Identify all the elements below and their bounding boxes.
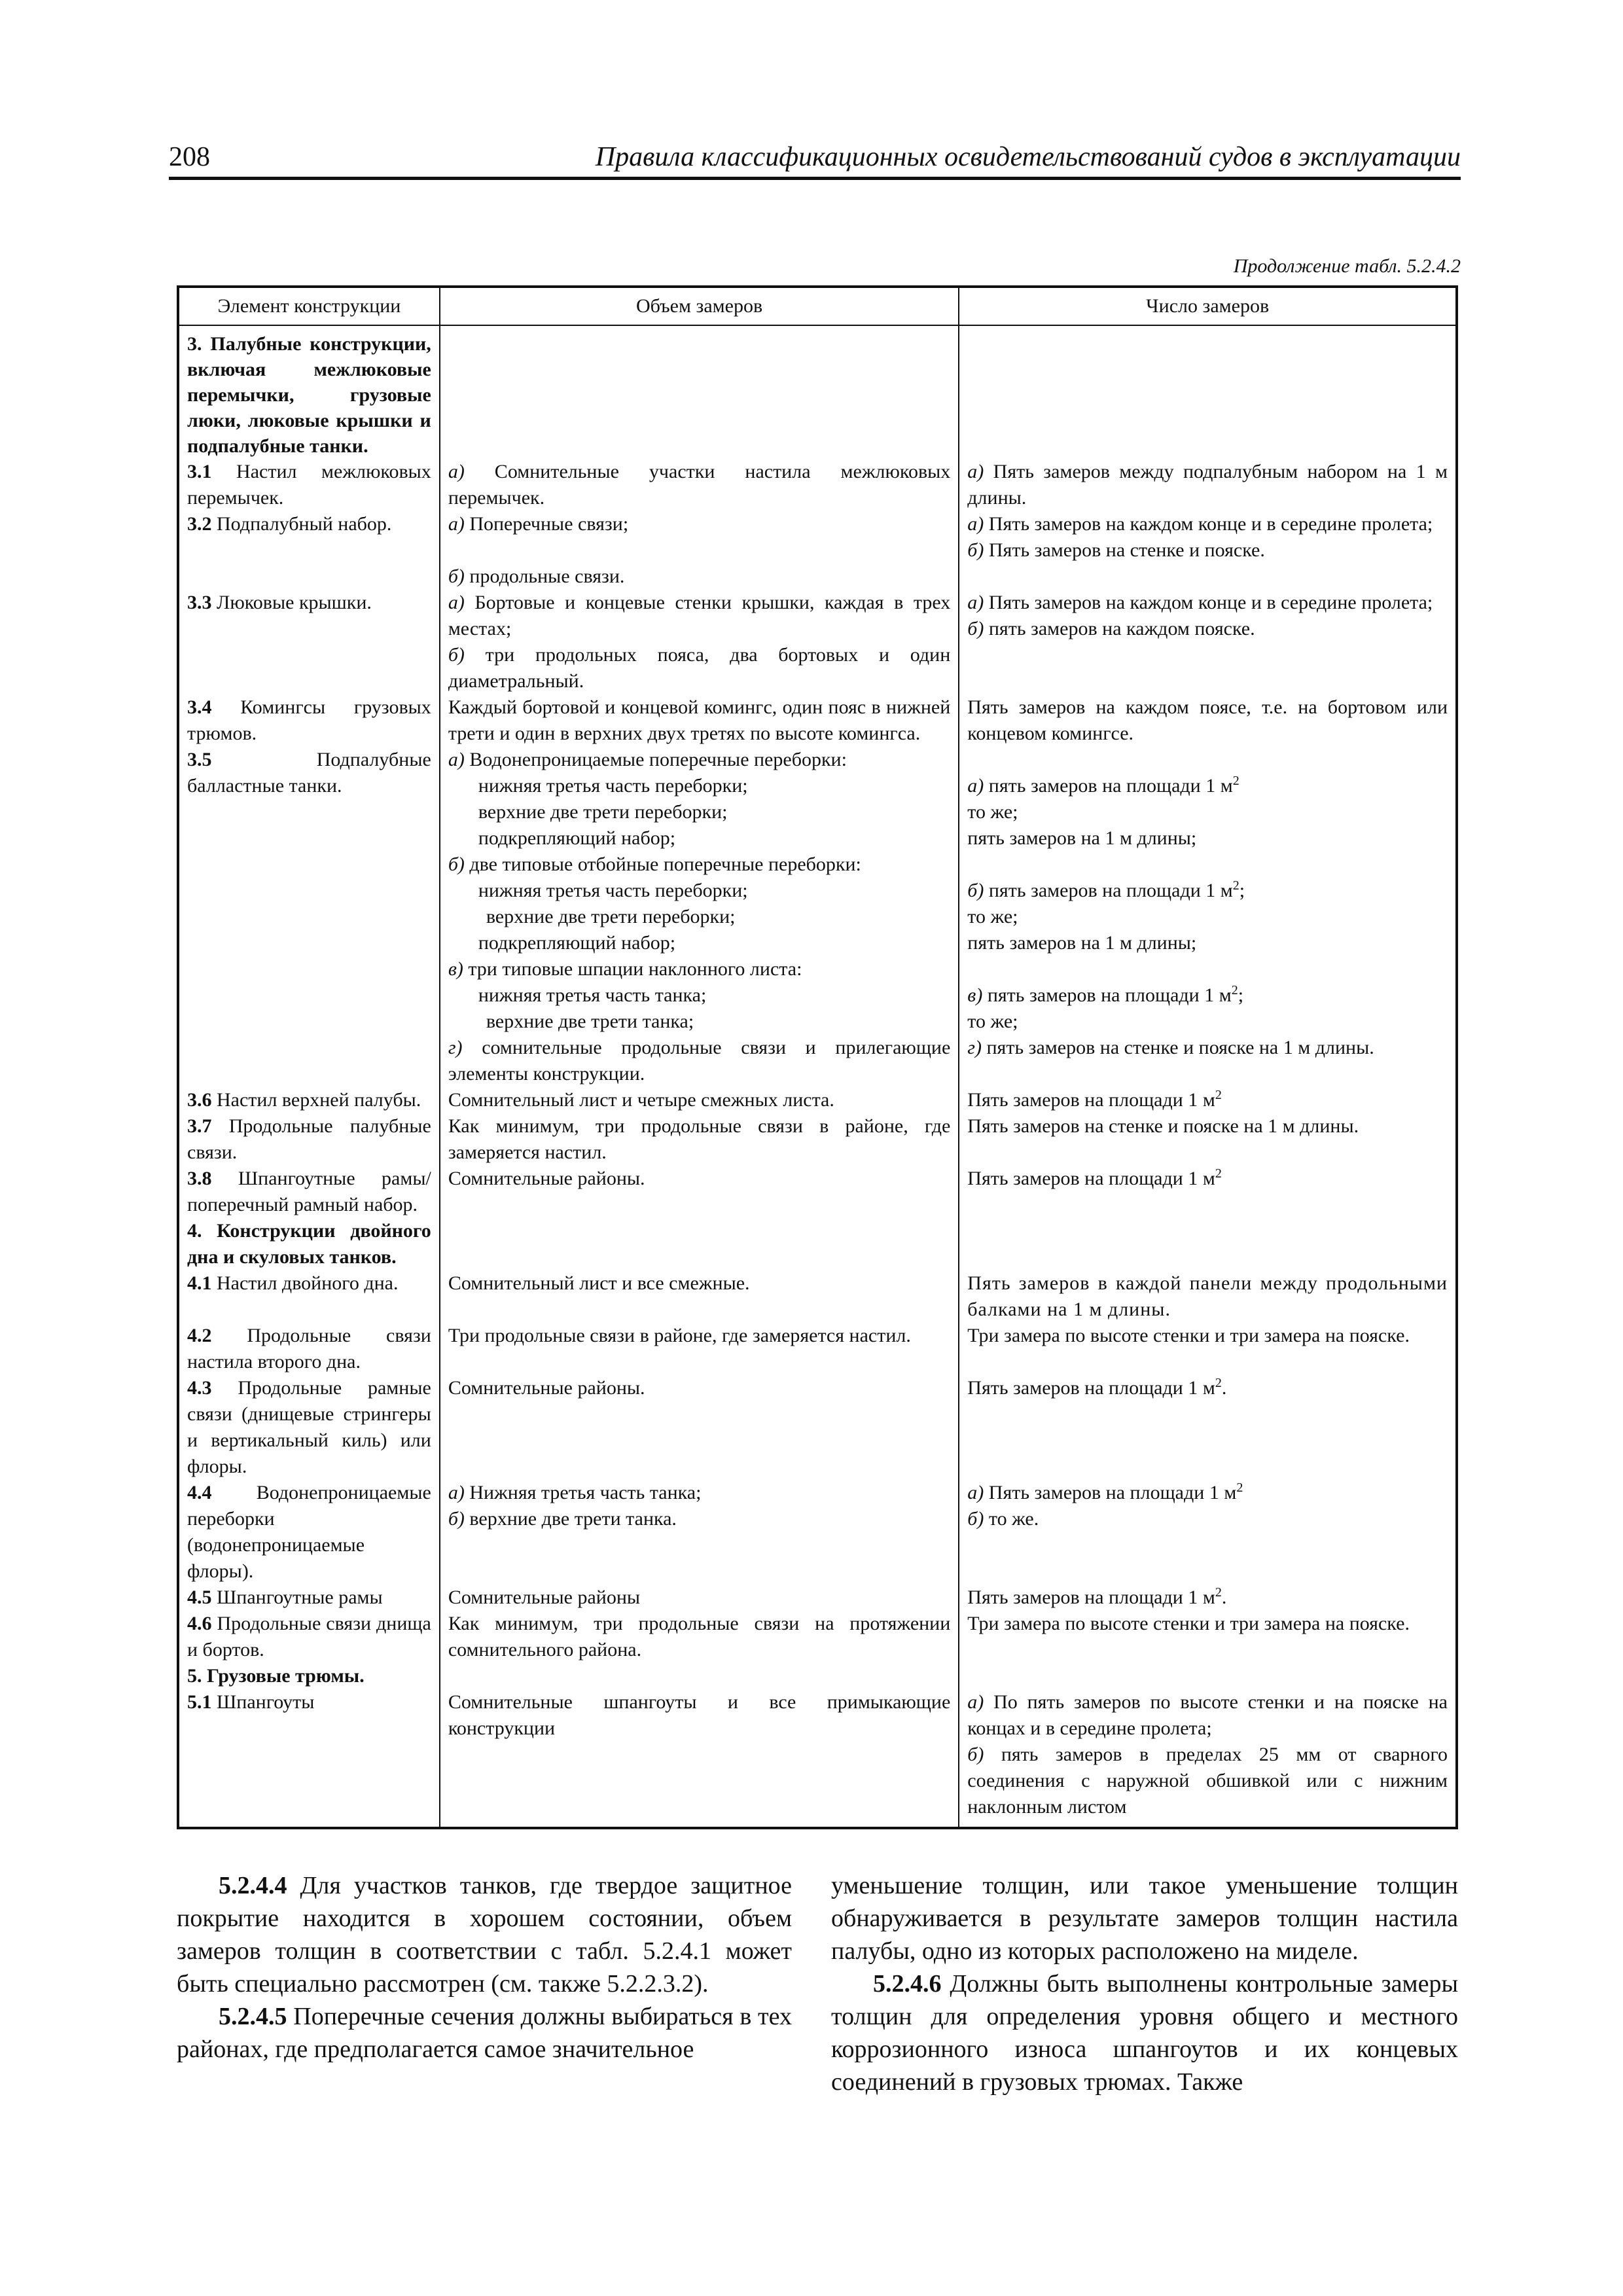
table-caption: Продолжение табл. 5.2.4.2 (1233, 255, 1461, 277)
element-cell: 3.8 Шпангоутные рамы/ поперечный рамный набор. (187, 1168, 431, 1215)
scope-cell: а) Водонепроницаемые поперечные переборки: (448, 749, 847, 770)
count-cell: пять замеров на 1 м длины; (967, 827, 1197, 849)
table-row (178, 1480, 1457, 1585)
scope-cell: а) Бортовые и концевые стенки крышки, каждая в трех местах; (448, 592, 951, 639)
column-header: Объем замеров (440, 287, 959, 325)
table-header-row (178, 287, 1457, 325)
scope-subitem: подкрепляющий набор; (478, 827, 676, 849)
count-cell: Три замера по высоте стенки и три замера на пояске. (967, 1613, 1410, 1634)
scope-subitem: нижняя третья часть переборки; (478, 880, 748, 901)
column-header: Элемент конструкции (178, 287, 440, 325)
scope-cell: Каждый бортовой и концевой комингс, один пояс в нижней трети и один в верхних двух третях по высоте комингса. (448, 696, 951, 744)
table-row (178, 1113, 1457, 1166)
scope-cell: Сомнительный лист и четыре смежных листа. (448, 1089, 834, 1111)
count-cell: то же; (967, 906, 1018, 927)
element-cell: 3.2 Подпалубный набор. (187, 513, 392, 535)
count-cell: Пять замеров на площади 1 $м^2$. (967, 1376, 1227, 1399)
page-header (169, 141, 1461, 178)
scope-cell: Сомнительные районы (448, 1587, 641, 1608)
scope-cell: Сомнительные районы. (448, 1168, 645, 1189)
scope-cell: Сомнительные районы. (448, 1377, 645, 1399)
count-cell: а) По пять замеров по высоте стенки и на пояске на концах и в середине пролета; (967, 1691, 1448, 1739)
element-cell: 3.7 Продольные палубные связи. (187, 1115, 431, 1163)
count-cell: Пять замеров на стенке и пояске на 1 м длины. (967, 1115, 1359, 1137)
column-header: Число замеров (959, 287, 1457, 325)
scope-subitem: нижняя третья часть переборки; (478, 775, 748, 797)
scope-cell: б) три продольных пояса, два бортовых и один диаметральный. (448, 644, 951, 692)
count-cell: пять замеров на 1 м длины; (967, 932, 1197, 954)
table-row (178, 590, 1457, 694)
section-heading: 4. Конструкции двойного дна и скуловых танков. (187, 1220, 431, 1268)
measurements-table (177, 285, 1458, 1829)
scope-cell: а) Сомнительные участки настила межлюковых перемычек. (448, 461, 951, 509)
body-column-left (177, 1869, 792, 2066)
element-cell: 3.3 Люковые крышки. (187, 592, 372, 613)
count-cell: б) Пять замеров на стенке и пояске. (967, 539, 1265, 561)
count-cell: Пять замеров на площади 1 $м^2$ (967, 1166, 1222, 1189)
count-cell: в) пять замеров на площади 1 $м^2$; (967, 983, 1244, 1006)
element-cell: 3.5 Подпалубные балластные танки. (187, 749, 431, 797)
element-cell: 4.3 Продольные рамные связи (днищевые стрингеры и вертикальный киль) или флоры. (187, 1377, 431, 1477)
body-column-right (831, 1869, 1458, 2098)
scope-cell: Сомнительные шпангоуты и все примыкающие конструкции (448, 1691, 951, 1739)
scope-subitem: подкрепляющий набор; (478, 932, 676, 954)
table-row (178, 1663, 1457, 1689)
count-cell: а) Пять замеров между подпалубным набором на 1 м длины. (967, 461, 1448, 509)
count-cell: Пять замеров на каждом поясе, т.е. на бортовом или концевом комингсе. (967, 696, 1448, 744)
scope-cell: в) три типовые шпации наклонного листа: (448, 958, 802, 980)
table-row (178, 1585, 1457, 1611)
table-row (178, 325, 1457, 459)
count-cell: то же; (967, 1011, 1018, 1032)
count-cell: б) то же. (967, 1508, 1039, 1530)
table-row (178, 694, 1457, 747)
header-rule (169, 177, 1461, 180)
count-cell: то же; (967, 801, 1018, 823)
element-cell: 4.5 Шпангоутные рамы (187, 1587, 383, 1608)
paragraph: уменьшение толщин, или такое уменьшение толщин обнаруживается в результате замеров толщин настила палубы, одно из которых расположено на миделе. (831, 1872, 1458, 1965)
scope-cell: а) Нижняя третья часть танка; (448, 1482, 702, 1503)
section-heading: 5. Грузовые трюмы. (187, 1665, 365, 1687)
count-cell: б) пять замеров на площади 1 $м^2$; (967, 878, 1245, 901)
count-cell: б) пять замеров на каждом пояске. (967, 618, 1255, 639)
scope-cell: Три продольные связи в районе, где замеряется настил. (448, 1325, 911, 1346)
table-row (178, 1166, 1457, 1218)
table-row (178, 1611, 1457, 1663)
scope-cell: Как минимум, три продольные связи на протяжении сомнительного района. (448, 1613, 951, 1660)
scope-cell: а) Поперечные связи; (448, 513, 629, 535)
count-cell: а) пять замеров на площади 1 $м^2$ (967, 774, 1240, 797)
table-row (178, 1323, 1457, 1375)
count-cell: а) Пять замеров на каждом конце и в середине пролета; (967, 513, 1433, 535)
paragraph: 5.2.4.4 Для участков танков, где твердое защитное покрытие находится в хорошем состоянии, объем замеров толщин в соответствии с табл. 5.2.4.1 может быть специально рассмотрен (см. также 5.2.2.3.2). (177, 1872, 792, 1998)
scope-subitem: верхние две трети танка; (486, 1011, 694, 1032)
section-heading: 3. Палубные конструкции, включая межлюковые перемычки, грузовые люки, люковые крышки и подпалубные танки. (187, 333, 431, 457)
scope-cell: Как минимум, три продольные связи в районе, где замеряется настил. (448, 1115, 951, 1163)
scope-subitem: верхние две трети переборки; (486, 906, 736, 927)
element-cell: 4.1 Настил двойного дна. (187, 1272, 399, 1294)
count-cell: Пять замеров на площади 1 $м^2$ (967, 1088, 1222, 1111)
paragraph: 5.2.4.5 Поперечные сечения должны выбираться в тех районах, где предполагается самое значительное (177, 2003, 792, 2063)
table-row (178, 1689, 1457, 1828)
table-row (178, 511, 1457, 590)
table-row (178, 1375, 1457, 1480)
element-cell: 3.4 Комингсы грузовых трюмов. (187, 696, 431, 744)
table-row (178, 1087, 1457, 1113)
table-row (178, 1270, 1457, 1323)
table-row (178, 747, 1457, 1087)
count-cell: г) пять замеров на стенке и пояске на 1 м длины. (967, 1037, 1374, 1058)
scope-cell: Сомнительный лист и все смежные. (448, 1272, 750, 1294)
running-title: Правила классификационных освидетельствований судов в эксплуатации (595, 142, 1461, 172)
count-cell: б) пять замеров в пределах 25 мм от сварного соединения с наружной обшивкой или с нижним наклонным листом (967, 1744, 1448, 1818)
count-cell: Пять замеров на площади 1 $м^2$. (967, 1585, 1227, 1608)
element-cell: 4.6 Продольные связи днища и бортов. (187, 1613, 431, 1660)
element-cell: 3.1 Настил межлюковых перемычек. (187, 461, 431, 509)
scope-subitem: нижняя третья часть танка; (478, 984, 707, 1006)
element-cell: 5.1 Шпангоуты (187, 1691, 315, 1713)
scope-subitem: верхние две трети переборки; (478, 801, 728, 823)
count-cell: а) Пять замеров на площади 1 $м^2$ (967, 1480, 1243, 1503)
table-row (178, 1218, 1457, 1270)
element-cell: 3.6 Настил верхней палубы. (187, 1089, 421, 1111)
scope-cell: б) две типовые отбойные поперечные переборки: (448, 853, 861, 875)
element-cell: 4.2 Продольные связи настила второго дна. (187, 1325, 431, 1372)
scope-cell: г) сомнительные продольные связи и прилегающие элементы конструкции. (448, 1037, 951, 1085)
count-cell: Пять замеров в каждой панели между продольными балками на 1 м длины. (967, 1272, 1448, 1320)
scope-cell: б) продольные связи. (448, 565, 625, 587)
element-cell: 4.4 Водонепроницаемые переборки (водонепроницаемые флоры). (187, 1482, 431, 1582)
page-number: 208 (169, 142, 210, 172)
count-cell: а) Пять замеров на каждом конце и в середине пролета; (967, 592, 1433, 613)
paragraph: 5.2.4.6 Должны быть выполнены контрольные замеры толщин для определения уровня общего и местного коррозионного износа шпангоутов и их концевых соединений в грузовых трюмах. Также (831, 1970, 1458, 2096)
count-cell: Три замера по высоте стенки и три замера на пояске. (967, 1325, 1410, 1346)
table-row (178, 459, 1457, 511)
scope-cell: б) верхние две трети танка. (448, 1508, 677, 1530)
